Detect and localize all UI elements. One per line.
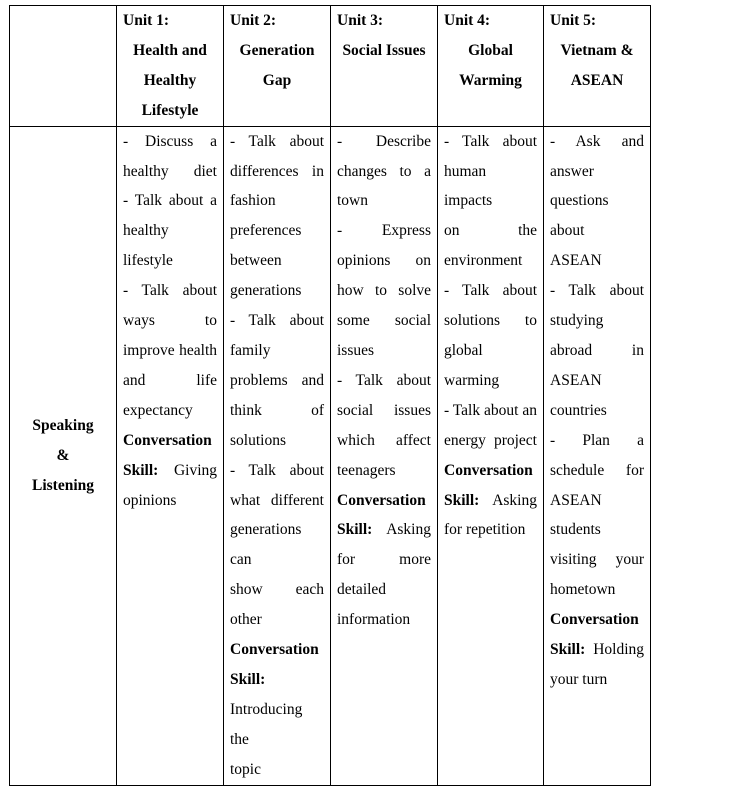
cell-line: generations can <box>230 521 302 569</box>
cell-line: ASEAN <box>550 252 602 270</box>
cell-line: - Plan a <box>550 431 644 449</box>
conversation-skill-label: Conversation <box>123 431 212 449</box>
unit-header-cell <box>438 6 544 127</box>
skill-label: Skill: <box>230 670 266 688</box>
skill-label: Skill: <box>337 521 373 539</box>
cell-line: - Talk about <box>444 132 537 150</box>
cell-line: - Talk about a <box>123 192 217 210</box>
unit-header-cell <box>117 6 224 127</box>
unit-number: Unit 3: <box>337 12 384 29</box>
cell-line: - Ask and <box>550 132 644 150</box>
conversation-skill-line <box>123 456 217 486</box>
content-cell <box>224 126 331 785</box>
conversation-skill-line <box>337 515 431 545</box>
cell-line: how to solve <box>337 282 431 300</box>
skill-text-line: detailed <box>337 581 387 599</box>
unit-title-line: Global <box>468 41 513 59</box>
cell-line: on the <box>444 222 537 240</box>
cell-line: students <box>550 521 601 539</box>
cell-line: think of <box>230 401 324 419</box>
cell-line: generations <box>230 282 302 300</box>
skill-text-line: information <box>337 611 411 629</box>
cell-line: - Talk about <box>230 132 324 150</box>
cell-line: - Talk about <box>550 282 644 300</box>
cell-line: preferences <box>230 222 302 240</box>
cell-line: teenagers <box>337 461 396 479</box>
cell-line: social issues <box>337 401 431 419</box>
cell-line: warming <box>444 371 500 389</box>
corner-cell <box>10 6 117 127</box>
conversation-skill-label: Conversation <box>444 461 533 479</box>
unit-title-line: Social Issues <box>342 41 426 59</box>
cell-line: global <box>444 341 483 359</box>
unit-title-line: Warming <box>459 71 522 89</box>
cell-line: what different <box>230 491 324 509</box>
conversation-skill-label: Conversation <box>230 641 319 659</box>
skill-text: Holding <box>593 641 644 659</box>
cell-line: expectancy <box>123 401 193 419</box>
skill-text: Giving <box>173 461 217 479</box>
content-cell <box>117 126 224 785</box>
speaking-listening-row <box>10 126 651 785</box>
cell-line: countries <box>550 401 607 419</box>
cell-line: ways to <box>123 312 217 330</box>
skill-label: Skill: <box>123 461 159 479</box>
row-label-line: Listening <box>31 476 94 494</box>
skill-text-line: opinions <box>123 491 177 509</box>
unit-title-line: Gap <box>262 71 292 89</box>
cell-line: which affect <box>337 431 431 449</box>
cell-line: fashion <box>230 192 276 210</box>
cell-line: healthy <box>123 222 169 240</box>
cell-line: questions about <box>550 192 609 240</box>
cell-line: changes to a <box>337 162 431 180</box>
cell-line: - Express <box>337 222 431 240</box>
cell-line: hometown <box>550 581 616 599</box>
skill-text-line: your turn <box>550 670 608 688</box>
cell-line: improve health <box>123 341 217 359</box>
cell-line: visiting your <box>550 551 644 569</box>
conversation-skill-line <box>444 486 537 516</box>
header-row <box>10 6 651 127</box>
row-label-cell <box>10 126 117 785</box>
cell-line: and life <box>123 371 217 389</box>
cell-line: - Talk about <box>230 461 324 479</box>
conversation-skill-label: Conversation <box>550 611 639 629</box>
cell-line: ASEAN <box>550 491 602 509</box>
unit-number: Unit 5: <box>550 12 597 29</box>
cell-line: other <box>230 611 262 629</box>
conversation-skill-label: Conversation <box>337 491 426 509</box>
content-cell <box>331 126 438 785</box>
cell-line: show each <box>230 581 324 599</box>
cell-line: - Describe <box>337 132 431 150</box>
skill-text-line: topic <box>230 760 261 778</box>
row-label-line: & <box>56 446 70 464</box>
cell-line: schedule for <box>550 461 644 479</box>
unit-number: Unit 4: <box>444 12 491 29</box>
unit-title-line: Vietnam & <box>560 41 634 59</box>
unit-title-line: Generation <box>239 41 315 59</box>
cell-line: solutions <box>230 431 286 449</box>
cell-line: answer <box>550 162 594 180</box>
unit-header-cell <box>331 6 438 127</box>
conversation-skill-line <box>230 665 324 695</box>
cell-line: - Talk about <box>337 371 431 389</box>
cell-line: - Talk about <box>230 312 324 330</box>
cell-line: lifestyle <box>123 252 173 270</box>
cell-line: ASEAN <box>550 371 602 389</box>
cell-line: opinions on <box>337 252 431 270</box>
conversation-skill-line <box>550 635 644 665</box>
row-label-line: Speaking <box>32 416 94 434</box>
cell-line: solutions to <box>444 312 537 330</box>
skill-text-line: Introducing the <box>230 700 303 748</box>
unit-number: Unit 1: <box>123 12 170 29</box>
unit-title-line: Health and <box>133 41 207 59</box>
skill-label: Skill: <box>444 491 480 509</box>
skill-text: Asking <box>386 521 431 539</box>
content-cell <box>438 126 544 785</box>
cell-line: - Discuss a <box>123 132 217 150</box>
cell-line: - Talk about <box>444 282 537 300</box>
cell-line: energy project <box>444 431 537 449</box>
unit-title-line: ASEAN <box>570 71 624 89</box>
cell-line: studying <box>550 312 604 330</box>
cell-line: - Talk about an <box>444 401 537 419</box>
cell-line: some social <box>337 312 431 330</box>
curriculum-table <box>9 5 651 786</box>
cell-line: - Talk about <box>123 282 217 300</box>
cell-line: environment <box>444 252 523 270</box>
cell-line: between <box>230 252 282 270</box>
unit-title-line: Healthy <box>143 71 197 89</box>
cell-line: town <box>337 192 368 210</box>
unit-header-cell <box>224 6 331 127</box>
cell-line: differences in <box>230 162 324 180</box>
cell-line: human impacts <box>444 162 493 210</box>
skill-text: Asking <box>492 491 537 509</box>
content-cell <box>544 126 651 785</box>
cell-line: issues <box>337 341 375 359</box>
unit-title-line: Lifestyle <box>141 101 199 119</box>
skill-text-line: for more <box>337 551 431 569</box>
cell-line: abroad in <box>550 341 644 359</box>
skill-text-line: for repetition <box>444 521 526 539</box>
unit-number: Unit 2: <box>230 12 277 29</box>
skill-label: Skill: <box>550 641 586 659</box>
cell-line: family <box>230 341 271 359</box>
unit-header-cell <box>544 6 651 127</box>
cell-line: problems and <box>230 371 324 389</box>
cell-line: healthy diet <box>123 162 217 180</box>
